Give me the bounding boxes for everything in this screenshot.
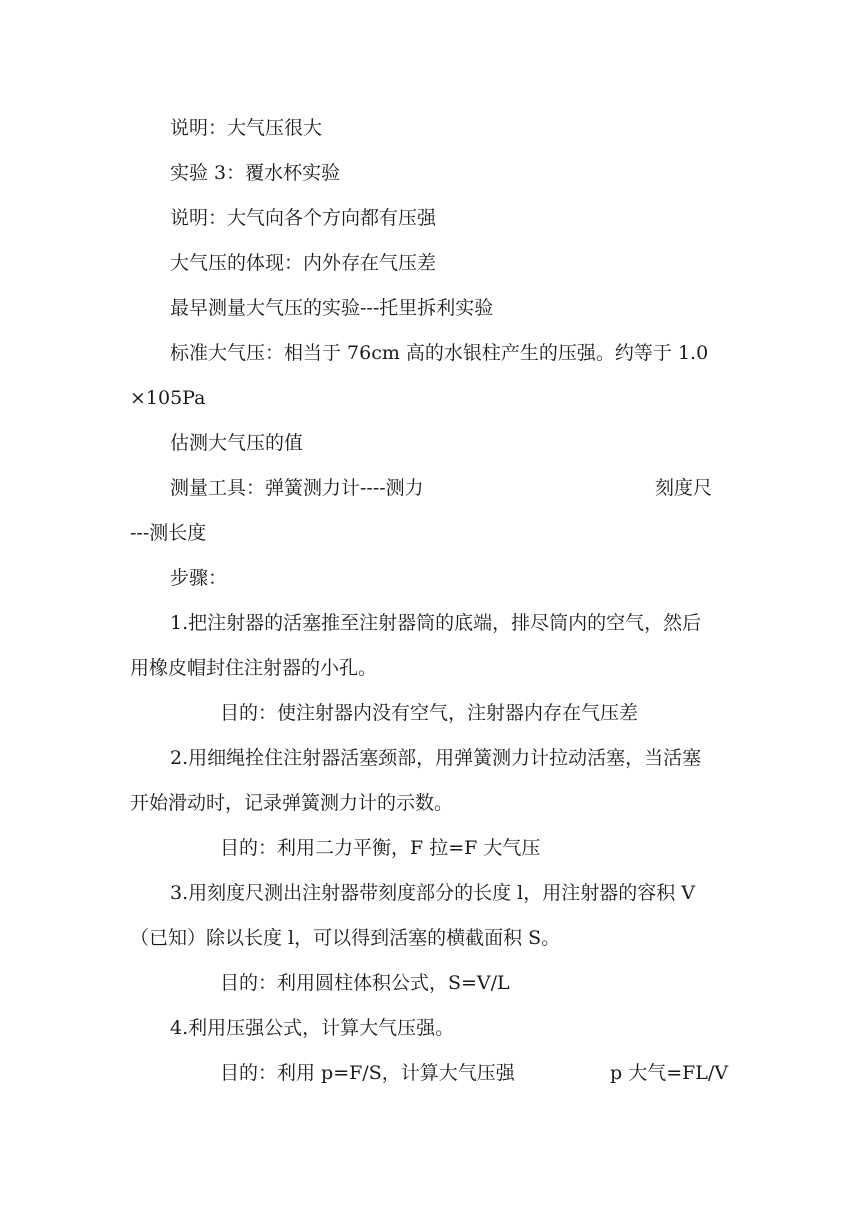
text-line: 用橡皮帽封住注射器的小孔。 bbox=[130, 657, 378, 679]
text-line: 估测大气压的值 bbox=[170, 432, 304, 454]
text-line: 1.把注射器的活塞推至注射器筒的底端，排尽筒内的空气，然后 bbox=[170, 612, 702, 634]
text-line: 实验 3：覆水杯实验 bbox=[170, 162, 341, 184]
text-line: （已知）除以长度 l，可以得到活塞的横截面积 S。 bbox=[130, 927, 561, 949]
text-line: 大气压的体现：内外存在气压差 bbox=[170, 252, 437, 274]
text-line: 步骤： bbox=[170, 567, 228, 589]
text-line: p 大气=FL/V bbox=[610, 1062, 729, 1084]
text-line: 最早测量大气压的实验---托里拆利实验 bbox=[170, 297, 494, 319]
text-line: 目的：利用二力平衡，F 拉=F 大气压 bbox=[220, 837, 541, 859]
text-line: 2.用细绳拴住注射器活塞颈部，用弹簧测力计拉动活塞，当活塞 bbox=[170, 747, 702, 769]
text-line: 测量工具：弹簧测力计----测力 bbox=[170, 477, 424, 499]
text-line: 说明：大气向各个方向都有压强 bbox=[170, 207, 437, 229]
text-line: 标准大气压：相当于 76cm 高的水银柱产生的压强。约等于 1.0 bbox=[170, 342, 709, 364]
text-line: 3.用刻度尺测出注射器带刻度部分的长度 l，用注射器的容积 V bbox=[170, 882, 696, 904]
text-line: ×105Pa bbox=[130, 387, 206, 409]
text-line: 目的：使注射器内没有空气，注射器内存在气压差 bbox=[220, 702, 639, 724]
text-line: 目的：利用圆柱体积公式，S=V/L bbox=[220, 972, 510, 994]
text-line: 刻度尺 bbox=[655, 477, 713, 499]
text-line: 目的：利用 p=F/S，计算大气压强 bbox=[220, 1062, 515, 1084]
text-line: ---测长度 bbox=[130, 522, 207, 544]
text-line: 说明：大气压很大 bbox=[170, 117, 323, 139]
text-line: 4.利用压强公式，计算大气压强。 bbox=[170, 1017, 455, 1039]
text-line: 开始滑动时，记录弹簧测力计的示数。 bbox=[130, 792, 454, 814]
